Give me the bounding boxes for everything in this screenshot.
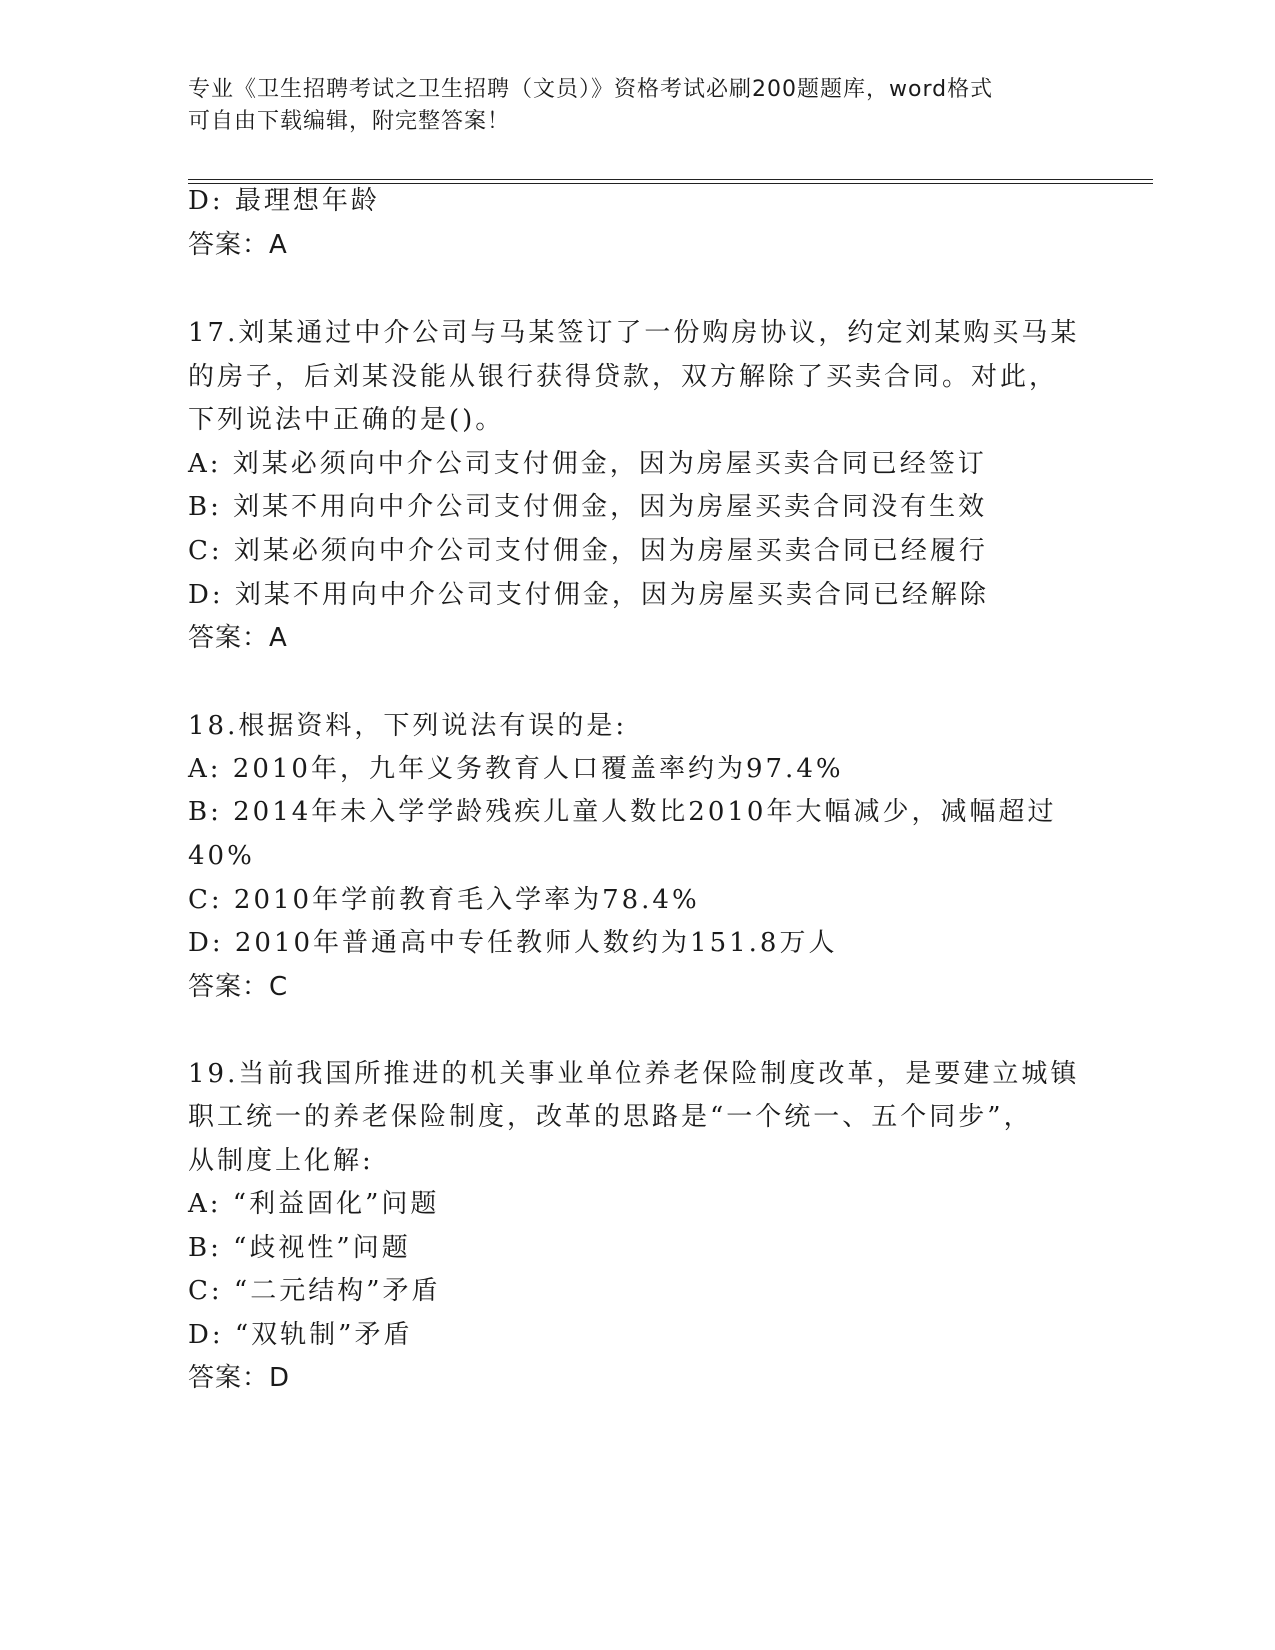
q17-stem-line-2: 的房子，后刘某没能从银行获得贷款，双方解除了买卖合同。对此， <box>188 362 1059 392</box>
q18-answer: 答案：C <box>188 972 289 1002</box>
q17-answer: 答案：A <box>188 623 288 653</box>
q17-option-d: D: 刘某不用向中介公司支付佣金，因为房屋买卖合同已经解除 <box>188 580 989 610</box>
header-line-1: 专业《卫生招聘考试之卫生招聘（文员）》资格考试必刷200题题库，word格式 <box>188 77 994 102</box>
q19-answer: 答案：D <box>188 1363 291 1393</box>
document-header <box>188 74 1088 138</box>
q17-option-b: B: 刘某不用向中介公司支付佣金，因为房屋买卖合同没有生效 <box>188 492 988 522</box>
q19-option-b: B: “歧视性”问题 <box>188 1233 411 1263</box>
q18-stem: 18.根据资料，下列说法有误的是: <box>188 711 628 741</box>
header-line-2: 可自由下载编辑，附完整答案！ <box>188 109 511 134</box>
prev-option-d: D: 最理想年龄 <box>188 186 380 216</box>
q18-option-a: A: 2010年，九年义务教育人口覆盖率约为97.4% <box>188 754 844 784</box>
q19-option-c: C: “二元结构”矛盾 <box>188 1276 441 1306</box>
prev-answer: 答案：A <box>188 230 288 260</box>
q17-option-c: C: 刘某必须向中介公司支付佣金，因为房屋买卖合同已经履行 <box>188 536 988 566</box>
q19-stem-line-3: 从制度上化解: <box>188 1146 374 1176</box>
q17-stem-line-1: 17.刘某通过中介公司与马某签订了一份购房协议，约定刘某购买马某 <box>188 318 1080 348</box>
q18-option-c: C: 2010年学前教育毛入学率为78.4% <box>188 885 700 915</box>
q17-stem-line-3: 下列说法中正确的是()。 <box>188 405 505 435</box>
q19-stem-line-2: 职工统一的养老保险制度，改革的思路是“一个统一、五个同步”， <box>188 1102 1033 1132</box>
q18-option-b-line-1: B: 2014年未入学学龄残疾儿童人数比2010年大幅减少，减幅超过 <box>188 797 1057 827</box>
q18-option-b-line-2: 40% <box>188 841 255 871</box>
q19-stem-line-1: 19.当前我国所推进的机关事业单位养老保险制度改革，是要建立城镇 <box>188 1059 1080 1089</box>
q17-option-a: A: 刘某必须向中介公司支付佣金，因为房屋买卖合同已经签订 <box>188 449 987 479</box>
q19-option-a: A: “利益固化”问题 <box>188 1189 440 1219</box>
q18-option-d: D: 2010年普通高中专任教师人数约为151.8万人 <box>188 928 838 958</box>
q19-option-d: D: “双轨制”矛盾 <box>188 1320 413 1350</box>
